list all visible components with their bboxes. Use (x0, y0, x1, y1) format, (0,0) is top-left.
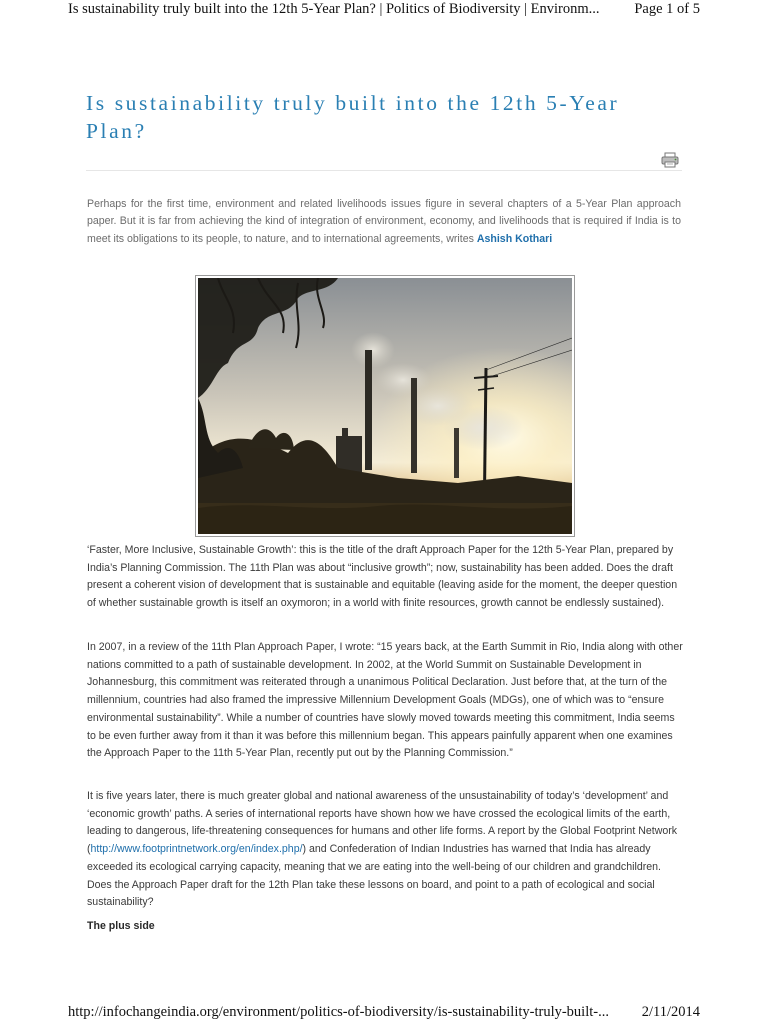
article-intro (87, 196, 681, 248)
title-divider (86, 170, 682, 171)
print-header (0, 0, 768, 22)
print-footer (0, 1004, 768, 1024)
intro-text: Perhaps for the first time, environment and related livelihoods issues figure in several chapters of a 5-Year Plan approach paper. But it is far from achieving the kind of integration of environment, economy, and livelihoods that is required if India is to meet its obligations to its people, to nature, and to international agreements, writes (87, 198, 681, 245)
article-title: Is sustainability truly built into the 12th 5-Year Plan? (86, 91, 620, 143)
print-footer-url: http://infochangeindia.org/environment/politics-of-biodiversity/is-sustainability-truly-built-... (68, 1004, 609, 1020)
article-photo (195, 275, 575, 537)
article-paragraph-3 (87, 788, 683, 912)
article-paragraph-2: In 2007, in a review of the 11th Plan Approach Paper, I wrote: “15 years back, at the Earth Summit in Rio, India along with other nations committed to a path of sustainable development. In 2002, at the World Summit on Sustainable Development in Johannesburg, this commitment was reiterated through a unanimous Political Declaration. Just before that, at the turn of the millennium, countries had also framed the impressive Millennium Development Goals (MDGs), one of which was to “ensure environmental sustainability”. While a number of countries have slowly moved towards meeting this commitment, India seems to be even further away from it than it was before this millennium began. This appears painfully apparent when one examines the Approach Paper to the 11th 5-Year Plan, recently put out by the Planning Commission.” (87, 641, 683, 760)
footprint-network-link[interactable]: http://www.footprintnetwork.org/en/index.php/ (90, 843, 303, 856)
printer-icon[interactable] (661, 152, 679, 168)
paragraph-3-text-start: It is five years later, there is much greater global and national awareness of the unsustainability of today’s ‘development’ and ‘economic growth’ paths. A series of international reports have shown how we have crossed the ecological limits of the earth, leading to dangerous, life-threatening consequences for humans and other life forms. A report by the Global Footprint Network ( (87, 790, 678, 856)
article-paragraph-1: ‘Faster, More Inclusive, Sustainable Growth’: this is the title of the draft Approach Paper for the 12th 5-Year Plan, prepared by India’s Planning Commission. The 11th Plan was about “inclusive growth”; now, sustainability has been added. Does the draft present a coherent vision of development that is sustainable and equitable (leaving aside for the moment, the deeper question of whether sustainable growth is itself an oxymoron; in a world with finite resources, growth cannot be endlessly sustained). (87, 544, 678, 610)
author-link[interactable]: Ashish Kothari (476, 232, 553, 245)
print-footer-date: 2/11/2014 (641, 1004, 700, 1020)
section-heading-plus-side: The plus side (87, 920, 155, 932)
print-header-title: Is sustainability truly built into the 12th 5-Year Plan? | Politics of Biodiversity | Environm... (68, 1, 600, 17)
print-header-page-number: Page 1 of 5 (634, 1, 700, 17)
paragraph-3-text-end: ) and Confederation of Indian Industries has warned that India has already exceeded its ecological carrying capacity, meaning that we are eating into the well-being of our children and grandchildren. Does the Approach Paper draft for the 12th Plan take these lessons on board, and point to a path of ecological and social sustainability? (87, 843, 661, 909)
industrial-chimneys-photo (198, 278, 572, 534)
